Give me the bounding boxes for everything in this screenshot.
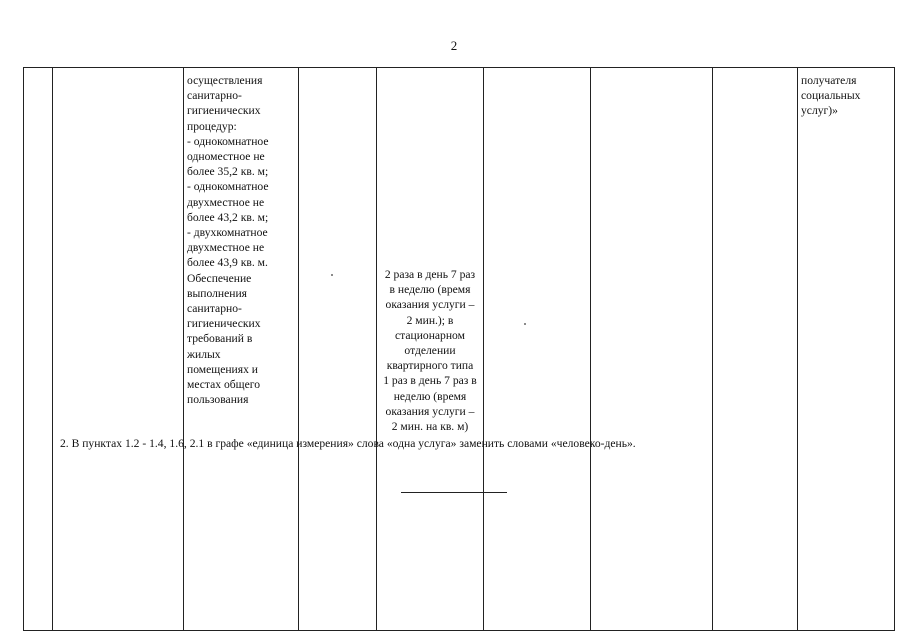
amendment-footnote: 2. В пунктах 1.2 - 1.4, 1.6, 2.1 в графе «единица измерения» слова «одна услуга» заменить словами «человеко-день». [60,437,636,450]
table-cell-col2 [53,68,184,631]
table-cell-col8 [713,68,798,631]
page-number: 2 [450,38,458,53]
table-cell-col6 [484,68,591,631]
scan-speck [331,274,333,276]
table-cell-col9 [798,68,895,631]
table-row [24,68,895,631]
service-description-text: осуществления санитарно- гигиенических процедур: - однокомнатное одноместное не более 35,2 кв. м; - однокомнатное двухместное не более 43,2 кв. м; - двухкомнатное двухместное не более 43,9 кв. м. Обеспечение выполнения санитарно- гигиенических требований в жилых помещениях и местах общего пользования [187,74,269,407]
recipient-text: получателя социальных услуг)» [801,74,861,118]
scan-speck [524,323,526,325]
services-table [23,67,895,631]
service-frequency-text: 2 раза в день 7 раз в неделю (время оказания услуги – 2 мин.); в стационарном отделении квартирного типа 1 раз в день 7 раз в неделю (время оказания услуги – 2 мин. на кв. м) [383,268,477,434]
table-cell-col5 [377,68,484,631]
table-cell-col1 [24,68,53,631]
table-cell-col4 [299,68,377,631]
end-separator-line [401,492,507,493]
table-cell-col3 [184,68,299,631]
table-cell-col7 [591,68,713,631]
